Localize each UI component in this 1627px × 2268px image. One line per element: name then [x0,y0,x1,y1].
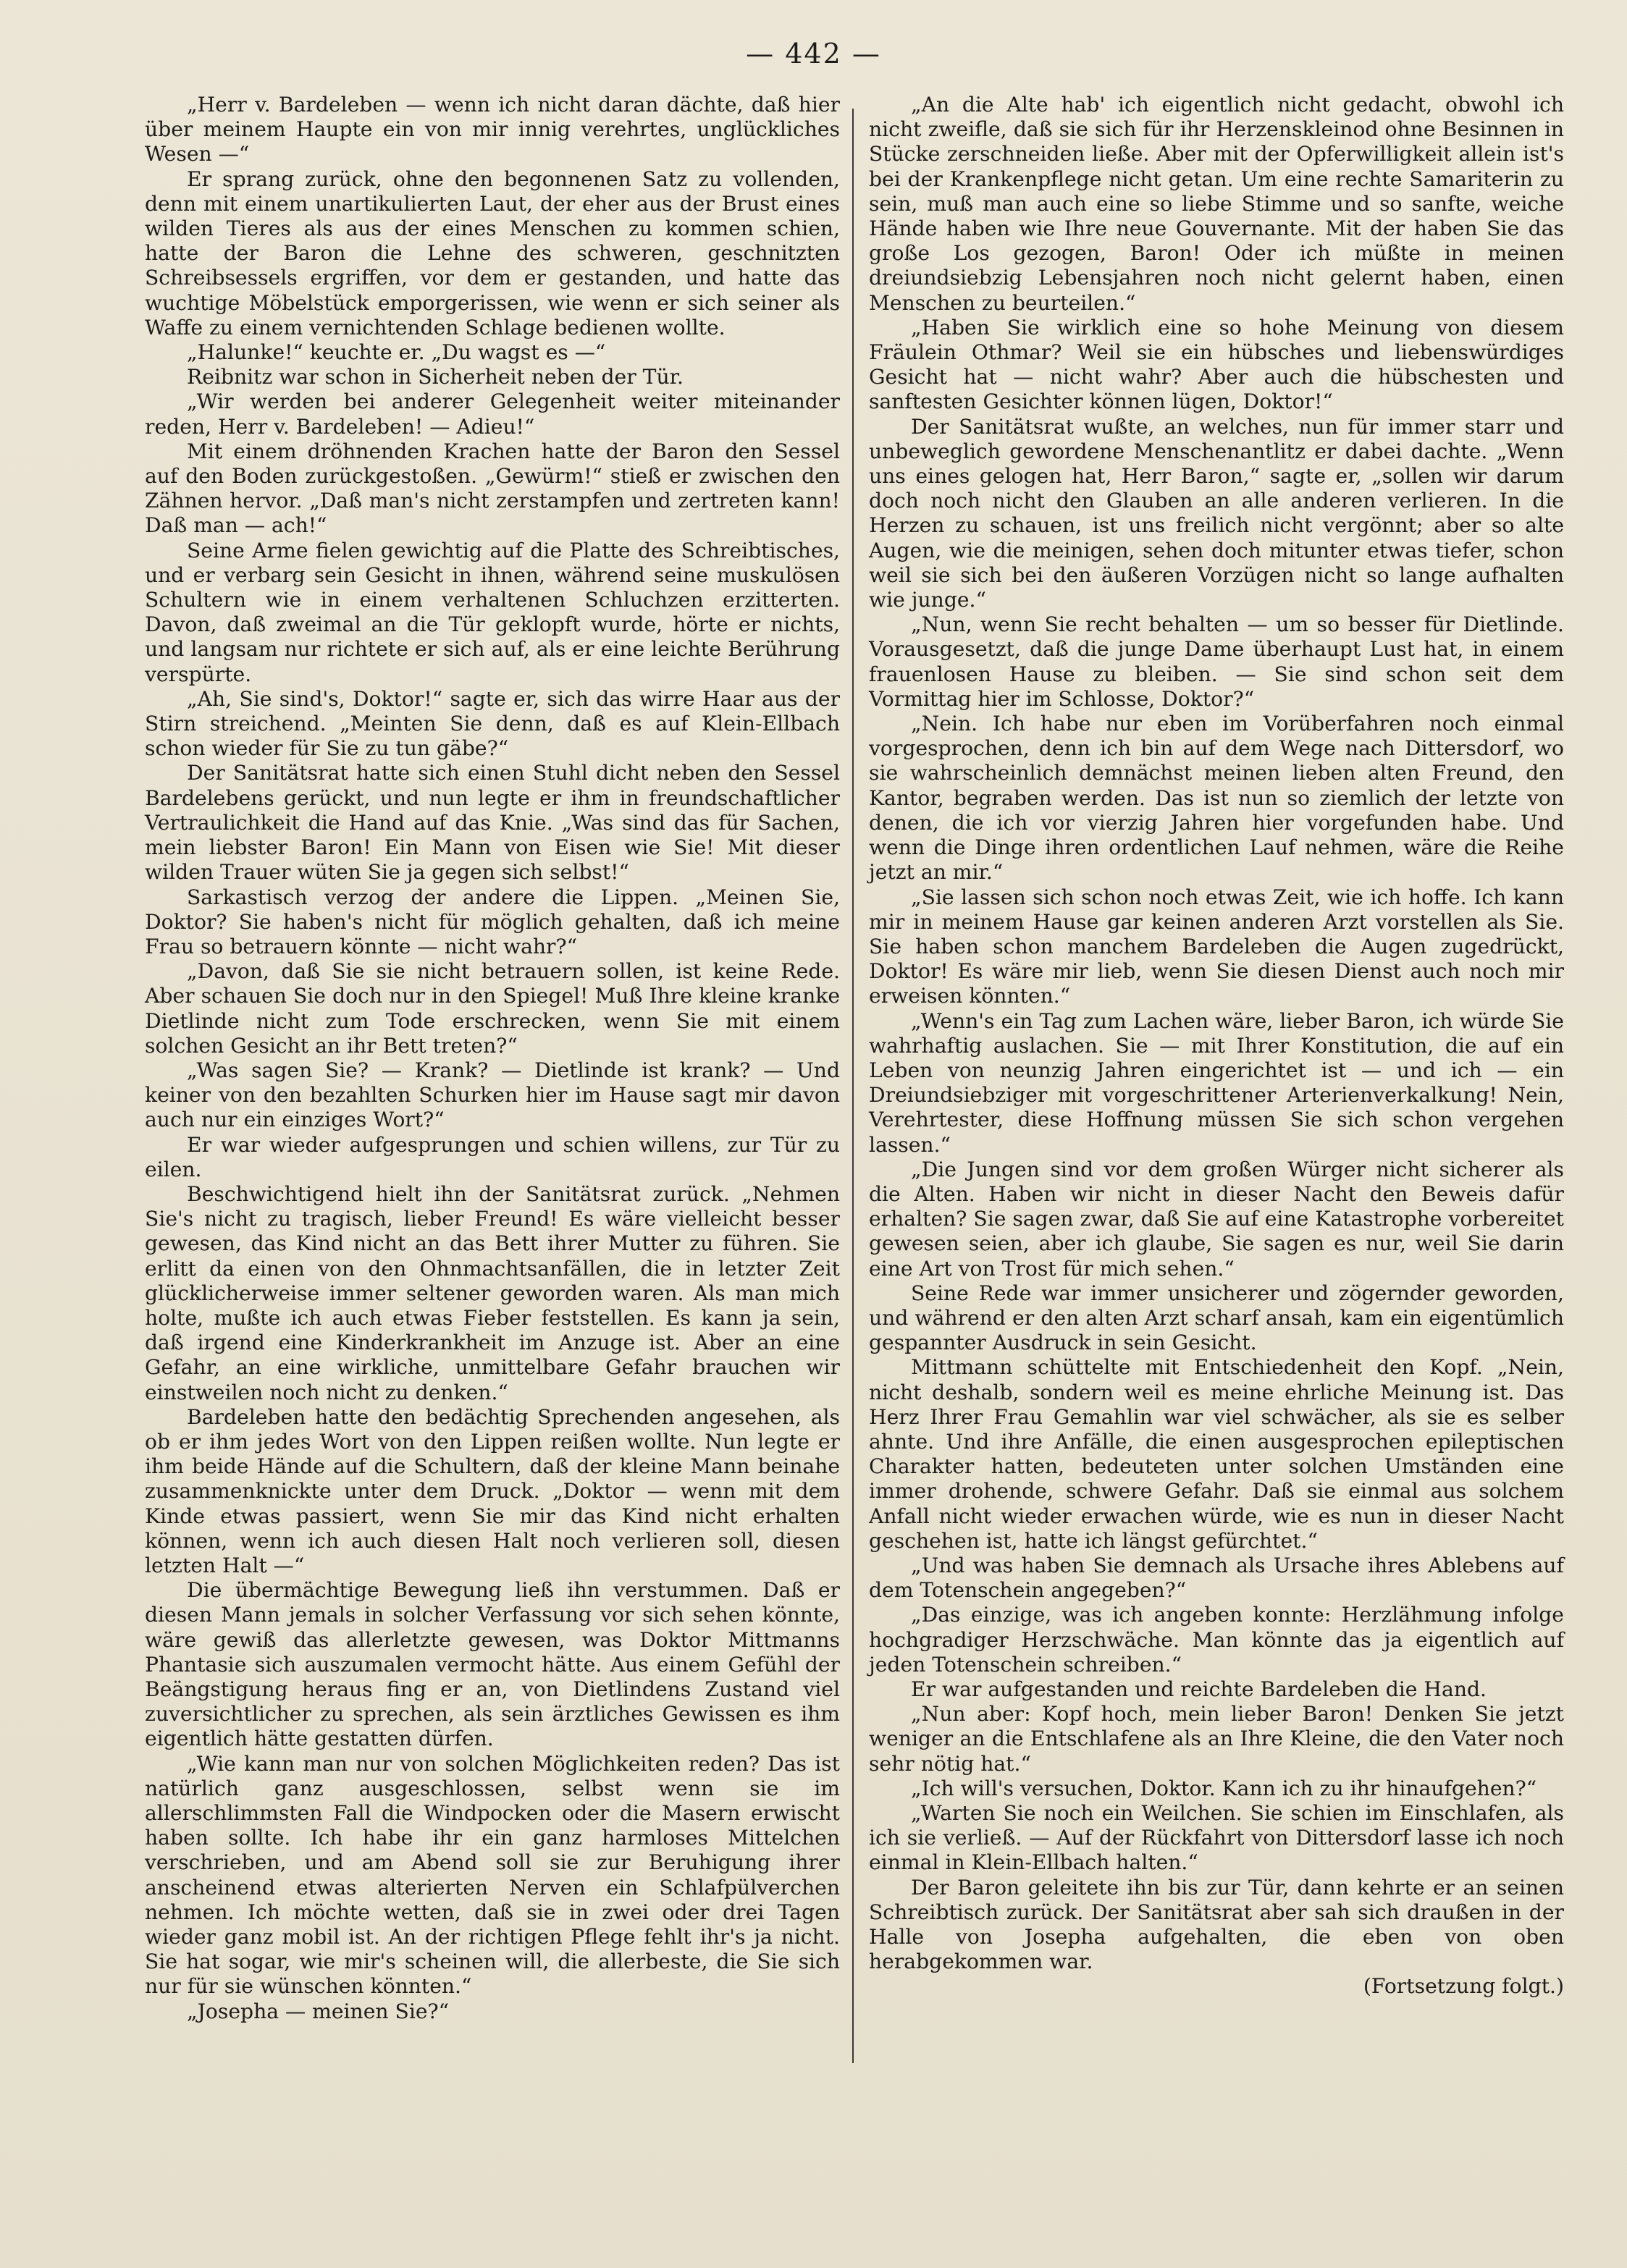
paragraph: Beschwichtigend hielt ihn der Sanitätsrat zurück. „Nehmen Sie's nicht zu tragisch, lieber Freund! Es wäre vielleicht besser gewesen, das Kind nicht an das Bett ihrer Mutter zu führen. Sie erlitt da einen von den Ohnmachtsanfällen, die in letzter Zeit glücklicherweise immer seltener geworden waren. Als man mich holte, mußte ich auch etwas Fieber feststellen. Es kann ja sein, daß irgend eine Kinderkrankheit im Anzuge ist. Aber an eine Gefahr, an eine wirkliche, unmittelbare Gefahr brauchen wir einstweilen noch nicht zu denken.“ [145,1181,840,1404]
paragraph: „Ich will's versuchen, Doktor. Kann ich zu ihr hinaufgehen?“ [911,1776,1537,1800]
paragraph: „Josepha — meinen Sie?“ [187,1999,450,2023]
paragraph: „Und was haben Sie demnach als Ursache ihres Ablebens auf dem Totenschein angegeben?“ [869,1553,1564,1603]
paragraph: „Wir werden bei anderer Gelegenheit weiter miteinander reden, Herr v. Bardeleben! — Adieu!“ [145,389,840,439]
paragraph: „Nein. Ich habe nur eben im Vorüberfahren noch einmal vorgesprochen, denn ich bin auf dem Wege nach Dittersdorf, wo sie wahrscheinlich demnächst meinen lieben alten Freund, den Kantor, begraben werden. Das ist nun so ziemlich der letzte von denen, die ich vor vierzig Jahren hier vorgefunden habe. Und wenn die Dinge ihren ordentlichen Lauf nehmen, wäre die Reihe jetzt an mir.“ [869,712,1564,885]
paragraph: „Das einzige, was ich angeben konnte: Herzlähmung infolge hochgradiger Herzschwäche. Man könnte das ja eigentlich auf jeden Totenschein schreiben.“ [869,1603,1564,1677]
continuation-note: (Fortsetzung folgt.) [1363,1974,1564,1999]
paragraph: „Sie lassen sich schon noch etwas Zeit, wie ich hoffe. Ich kann mir in meinem Hause gar keinen anderen Arzt vorstellen als Sie. Sie haben schon manchem Bardeleben die Augen zugedrückt, Doktor! Es wäre mir lieb, wenn Sie diesen Dienst auch noch mir erweisen könnten.“ [869,885,1564,1008]
paragraph: „Wie kann man nur von solchen Möglichkeiten reden? Das ist natürlich ganz ausgeschlossen, selbst wenn sie im allerschlimmsten Fall die Windpocken oder die Masern erwischt haben sollte. Ich habe ihr ein ganz harmloses Mittelchen verschrieben, und am Abend soll sie zur Beruhigung ihrer anscheinend etwas alterierten Nerven ein Schlafpülverchen nehmen. Ich möchte wetten, daß sie in zwei oder drei Tagen wieder ganz mobil ist. An der richtigen Pflege fehlt ihr's ja nicht. Sie hat sogar, wie mir's scheinen will, die allerbeste, die Sie sich nur für sie wünschen könnten.“ [145,1751,840,1999]
paragraph: „Davon, daß Sie sie nicht betrauern sollen, ist keine Rede. Aber schauen Sie doch nur in den Spiegel! Muß Ihre kleine kranke Dietlinde nicht zum Tode erschrecken, wenn Sie mit einem solchen Gesicht an ihr Bett treten?“ [145,959,840,1058]
paragraph: Mittmann schüttelte mit Entschiedenheit den Kopf. „Nein, nicht deshalb, sondern weil es meine ehrliche Meinung ist. Das Herz Ihrer Frau Gemahlin war viel schwächer, als sie es selber ahnte. Und ihre Anfälle, die einen ausgesprochen epileptischen Charakter hatten, bedeuteten unter solchen Umständen eine immer drohende, schwere Gefahr. Daß sie einmal aus solchem Anfall nicht wieder erwachen würde, wie es nun in dieser Nacht geschehen ist, hatte ich längst gefürchtet.“ [869,1355,1564,1553]
paragraph: Bardeleben hatte den bedächtig Sprechenden angesehen, als ob er ihm jedes Wort von den Lippen reißen wollte. Nun legte er ihm beide Hände auf die Schultern, daß der kleine Mann beinahe zusammenknickte unter dem Druck. „Doktor — wenn mit dem Kinde etwas passiert, wenn Sie mir das Kind nicht erhalten können, wenn ich auch diesen Halt noch verlieren soll, diesen letzten Halt —“ [145,1404,840,1577]
paragraph: „An die Alte hab' ich eigentlich nicht gedacht, obwohl ich nicht zweifle, daß sie sich für ihr Herzenskleinod ohne Besinnen in Stücke zerschneiden ließe. Aber mit der Opferwilligkeit allein ist's bei der Krankenpflege nicht getan. Um eine rechte Samariterin zu sein, muß man auch eine so liebe Stimme und so sanfte, weiche Hände haben wie Ihre neue Gouvernante. Mit der haben Sie das große Los gezogen, Baron! Oder ich müßte in meinen dreiundsiebzig Lebensjahren noch nicht gelernt haben, einen Menschen zu beurteilen.“ [869,93,1564,315]
paragraph: „Die Jungen sind vor dem großen Würger nicht sicherer als die Alten. Haben wir nicht in dieser Nacht den Beweis dafür erhalten? Sie sagen zwar, daß Sie auf eine Katastrophe vorbereitet gewesen seien, aber ich glaube, Sie sagen es nur, weil Sie darin eine Art von Trost für mich sehen.“ [869,1157,1564,1281]
paragraph: „Warten Sie noch ein Weilchen. Sie schien im Einschlafen, als ich sie verließ. — Auf der Rückfahrt von Dittersdorf lasse ich noch einmal in Klein-Ellbach halten.“ [869,1801,1564,1875]
paragraph: „Ah, Sie sind's, Doktor!“ sagte er, sich das wirre Haar aus der Stirn streichend. „Meinten Sie denn, daß es auf Klein-Ellbach schon wieder für Sie zu tun gäbe?“ [145,686,840,761]
paragraph: Mit einem dröhnenden Krachen hatte der Baron den Sessel auf den Boden zurückgestoßen. „Gewürm!“ stieß er zwischen den Zähnen hervor. „Daß man's nicht zerstampfen und zertreten kann! Daß man — ach!“ [145,439,840,538]
column-rule [852,109,854,2063]
paragraph: Die übermächtige Bewegung ließ ihn verstummen. Daß er diesen Mann jemals in solcher Verfassung vor sich sehen könnte, wäre gewiß das allerletzte gewesen, was Doktor Mittmanns Phantasie sich auszumalen vermocht hätte. Aus einem Gefühl der Beängstigung heraus fing er an, von Dietlindens Zustand viel zuversichtlicher zu sprechen, als sein ärztliches Gewissen es ihm eigentlich hätte gestatten dürfen. [145,1578,840,1751]
paragraph: Reibnitz war schon in Sicherheit neben der Tür. [187,365,684,389]
paragraph: Er sprang zurück, ohne den begonnenen Satz zu vollenden, denn mit einem unartikulierten Laut, der eher aus der Brust eines wilden Tieres als aus der eines Menschen zu kommen schien, hatte der Baron die Lehne des schweren, geschnitzten Schreibsessels ergriffen, vor dem er gestanden, und hatte das wuchtige Möbelstück emporgerissen, wie wenn er sich seiner als Waffe zu einem vernichtenden Schlage bedienen wollte. [145,166,840,340]
paragraph: „Halunke!“ keuchte er. „Du wagst es —“ [187,340,606,365]
paragraph: „Was sagen Sie? — Krank? — Dietlinde ist krank? — Und keiner von den bezahlten Schurken hier im Hause sagt mir davon auch nur ein einziges Wort?“ [145,1058,840,1132]
page-number: — 442 — [746,38,881,69]
paragraph: „Nun aber: Kopf hoch, mein lieber Baron! Denken Sie jetzt weniger an die Entschlafene als an Ihre Kleine, die den Vater noch sehr nötig hat.“ [869,1702,1564,1776]
right-column [869,93,1564,1999]
paragraph: „Herr v. Bardeleben — wenn ich nicht daran dächte, daß hier über meinem Haupte ein von mir innig verehrtes, unglückliches Wesen —“ [145,93,840,166]
paragraph: Seine Arme fielen gewichtig auf die Platte des Schreibtisches, und er verbarg sein Gesicht in ihnen, während seine muskulösen Schultern wie in einem verhaltenen Schluchzen erzitterten. Davon, daß zweimal an die Tür geklopft wurde, hörte er nichts, und langsam nur richtete er sich auf, als er eine leichte Berührung verspürte. [145,538,840,686]
paragraph: „Haben Sie wirklich eine so hohe Meinung von diesem Fräulein Othmar? Weil sie ein hübsches und liebenswürdiges Gesicht hat — nicht wahr? Aber auch die hübschesten und sanftesten Gesichter können lügen, Doktor!“ [869,315,1564,414]
paragraph: Seine Rede war immer unsicherer und zögernder geworden, und während er den alten Arzt scharf ansah, kam ein eigentümlich gespannter Ausdruck in sein Gesicht. [869,1281,1564,1355]
left-column [145,93,840,2024]
paragraph: Der Sanitätsrat wußte, an welches, nun für immer starr und unbeweglich gewordene Menschenantlitz er dabei dachte. „Wenn uns eines gelogen hat, Herr Baron,“ sagte er, „sollen wir darum doch noch nicht den Glauben an alle anderen verlieren. In die Herzen zu schauen, ist uns freilich nicht vergönnt; aber so alte Augen, wie die meinigen, sehen doch mitunter etwas tiefer, schon weil sie sich bei den äußeren Vorzügen nicht so lange aufhalten wie junge.“ [869,414,1564,612]
paragraph: „Wenn's ein Tag zum Lachen wäre, lieber Baron, ich würde Sie wahrhaftig auslachen. Sie — mit Ihrer Konstitution, die auf ein Leben von neunzig Jahren eingerichtet ist — und ich — ein Dreiundsiebziger mit vorgeschrittener Arterienverkalkung! Nein, Verehrtester, diese Hoffnung müssen Sie sich schon vergehen lassen.“ [869,1008,1564,1157]
paragraph: Er war wieder aufgesprungen und schien willens, zur Tür zu eilen. [145,1132,840,1181]
paragraph: „Nun, wenn Sie recht behalten — um so besser für Dietlinde. Vorausgesetzt, daß die junge Dame überhaupt Lust hat, in einem frauenlosen Hause zu bleiben. — Sie sind schon seit dem Vormittag hier im Schlosse, Doktor?“ [869,612,1564,711]
paragraph: Sarkastisch verzog der andere die Lippen. „Meinen Sie, Doktor? Sie haben's nicht für möglich gehalten, daß ich meine Frau so betrauern könnte — nicht wahr?“ [145,885,840,958]
paragraph: Er war aufgestanden und reichte Bardeleben die Hand. [911,1677,1487,1701]
paragraph: Der Baron geleitete ihn bis zur Tür, dann kehrte er an seinen Schreibtisch zurück. Der Sanitätsrat aber sah sich draußen in der Halle von Josepha aufgehalten, die eben von oben herabgekommen war. [869,1875,1564,1974]
paragraph: Der Sanitätsrat hatte sich einen Stuhl dicht neben den Sessel Bardelebens gerückt, und nun legte er ihm in freundschaftlicher Vertraulichkeit die Hand auf das Knie. „Was sind das für Sachen, mein liebster Baron! Ein Mann von Eisen wie Sie! Mit dieser wilden Trauer wüten Sie ja gegen sich selbst!“ [145,761,840,885]
